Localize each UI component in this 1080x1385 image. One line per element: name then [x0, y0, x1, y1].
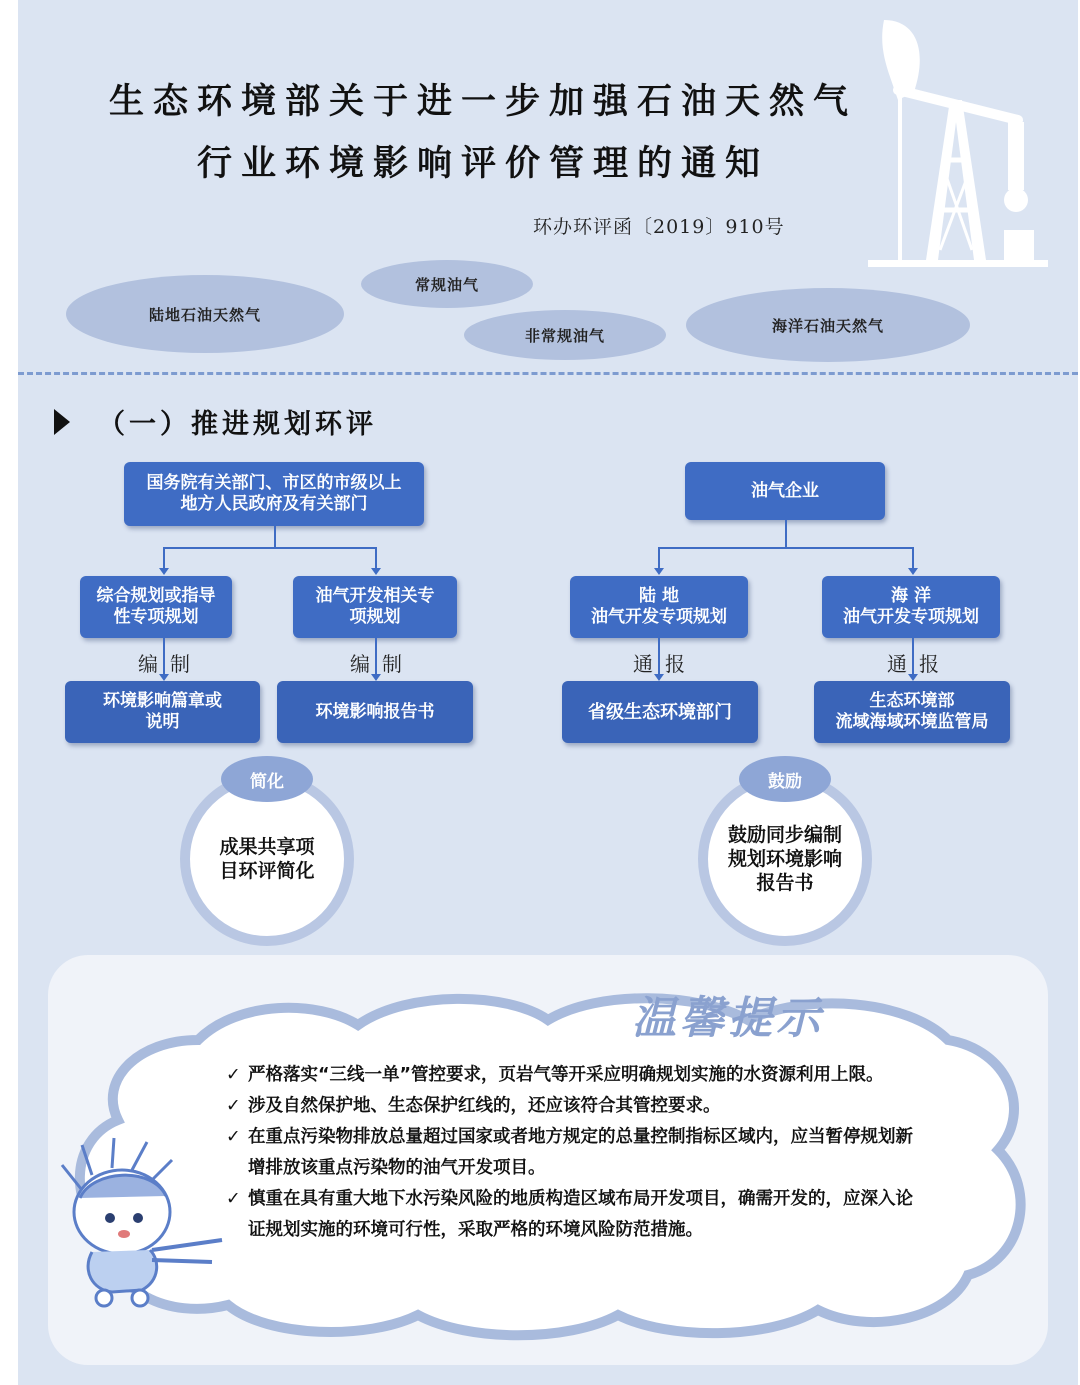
- verb-label: 制: [382, 652, 402, 676]
- connector: [658, 547, 914, 549]
- section-divider: [18, 372, 1078, 375]
- checkmark-icon: ✓: [226, 1127, 241, 1147]
- connector: [658, 547, 660, 569]
- connector: [375, 547, 377, 569]
- tip-text: 严格落实“三线一单”管控要求，页岩气等开采应明确规划实施的水资源利用上限。: [248, 1065, 884, 1085]
- cartoon-mascot-icon: [52, 1130, 252, 1310]
- tip-text: 涉及自然保护地、生态保护红线的，还应该符合其管控要求。: [248, 1096, 721, 1116]
- connector: [912, 547, 914, 569]
- connector: [375, 638, 377, 678]
- right-circle: 鼓励同步编制 规划环境影响 报告书: [698, 772, 872, 946]
- document-number: 环办环评函〔2019〕910号: [533, 216, 785, 238]
- category-land-oil-gas: 陆地石油天然气: [66, 275, 344, 353]
- arrow-down-icon: [654, 674, 664, 681]
- tip-item: [226, 1122, 926, 1184]
- category-unconventional-oil-gas: 非常规油气: [464, 310, 666, 360]
- category-conventional-oil-gas: 常规油气: [361, 260, 533, 308]
- right-result-ministry-bureau: 生态环境部 流域海域环境监管局: [814, 681, 1010, 743]
- tip-text: 慎重在具有重大地下水污染风险的地质构造区域布局开发项目，确需开发的，应深入论证规划实施的环境可行性，采取严格的环境风险防范措施。: [248, 1189, 913, 1240]
- checkmark-icon: ✓: [226, 1096, 241, 1116]
- tips-title: 温馨提示: [632, 993, 824, 1044]
- verb-label: 编: [350, 652, 370, 676]
- verb-label: 报: [919, 652, 939, 676]
- right-root-box: 油气企业: [685, 462, 885, 520]
- connector: [274, 526, 276, 548]
- tip-item: [226, 1091, 926, 1122]
- left-branch-comprehensive-plan: 综合规划或指导 性专项规划: [80, 576, 232, 638]
- verb-label: 通: [887, 652, 907, 676]
- section-heading: [54, 402, 377, 441]
- left-root-box: 国务院有关部门、市区的市级以上 地方人民政府及有关部门: [124, 462, 424, 526]
- verb-label: 制: [170, 652, 190, 676]
- category-marine-oil-gas: 海洋石油天然气: [686, 288, 970, 362]
- infographic-page: [18, 0, 1078, 1385]
- verb-label: 通: [633, 652, 653, 676]
- right-result-provincial-dept: 省级生态环境部门: [562, 681, 758, 743]
- arrow-down-icon: [159, 674, 169, 681]
- left-result-env-report: 环境影响报告书: [277, 681, 473, 743]
- arrow-down-icon: [908, 674, 918, 681]
- connector: [163, 547, 377, 549]
- tips-list: [226, 1060, 926, 1246]
- arrow-down-icon: [654, 568, 664, 575]
- left-result-env-chapter: 环境影响篇章或 说明: [65, 681, 260, 743]
- left-badge: 简化: [221, 756, 313, 802]
- verb-label: 报: [665, 652, 685, 676]
- checkmark-icon: ✓: [226, 1065, 241, 1085]
- title-line-1: 生态环境部关于进一步加强石油天然气: [108, 81, 857, 122]
- triangle-bullet-icon: [54, 409, 70, 435]
- right-branch-marine-plan: 海 洋 油气开发专项规划: [822, 576, 1000, 638]
- connector: [658, 638, 660, 678]
- checkmark-icon: ✓: [226, 1189, 241, 1209]
- right-badge: 鼓励: [739, 756, 831, 802]
- tip-item: [226, 1184, 926, 1246]
- arrow-down-icon: [371, 674, 381, 681]
- verb-label: 编: [138, 652, 158, 676]
- connector: [163, 638, 165, 678]
- title-line-2: 行业环境影响评价管理的通知: [196, 143, 769, 184]
- connector: [163, 547, 165, 569]
- left-circle: 成果共享项 目环评简化: [180, 772, 354, 946]
- arrow-down-icon: [908, 568, 918, 575]
- tip-text: 在重点污染物排放总量超过国家或者地方规定的总量控制指标区域内，应当暂停规划新增排放该重点污染物的油气开发项目。: [248, 1127, 913, 1178]
- tip-item: [226, 1060, 926, 1091]
- section-heading-text: （一）推进规划环评: [98, 409, 377, 440]
- arrow-down-icon: [371, 568, 381, 575]
- connector: [912, 638, 914, 678]
- right-branch-land-plan: 陆 地 油气开发专项规划: [570, 576, 748, 638]
- left-branch-oil-gas-plan: 油气开发相关专 项规划: [293, 576, 457, 638]
- arrow-down-icon: [159, 568, 169, 575]
- connector: [785, 520, 787, 548]
